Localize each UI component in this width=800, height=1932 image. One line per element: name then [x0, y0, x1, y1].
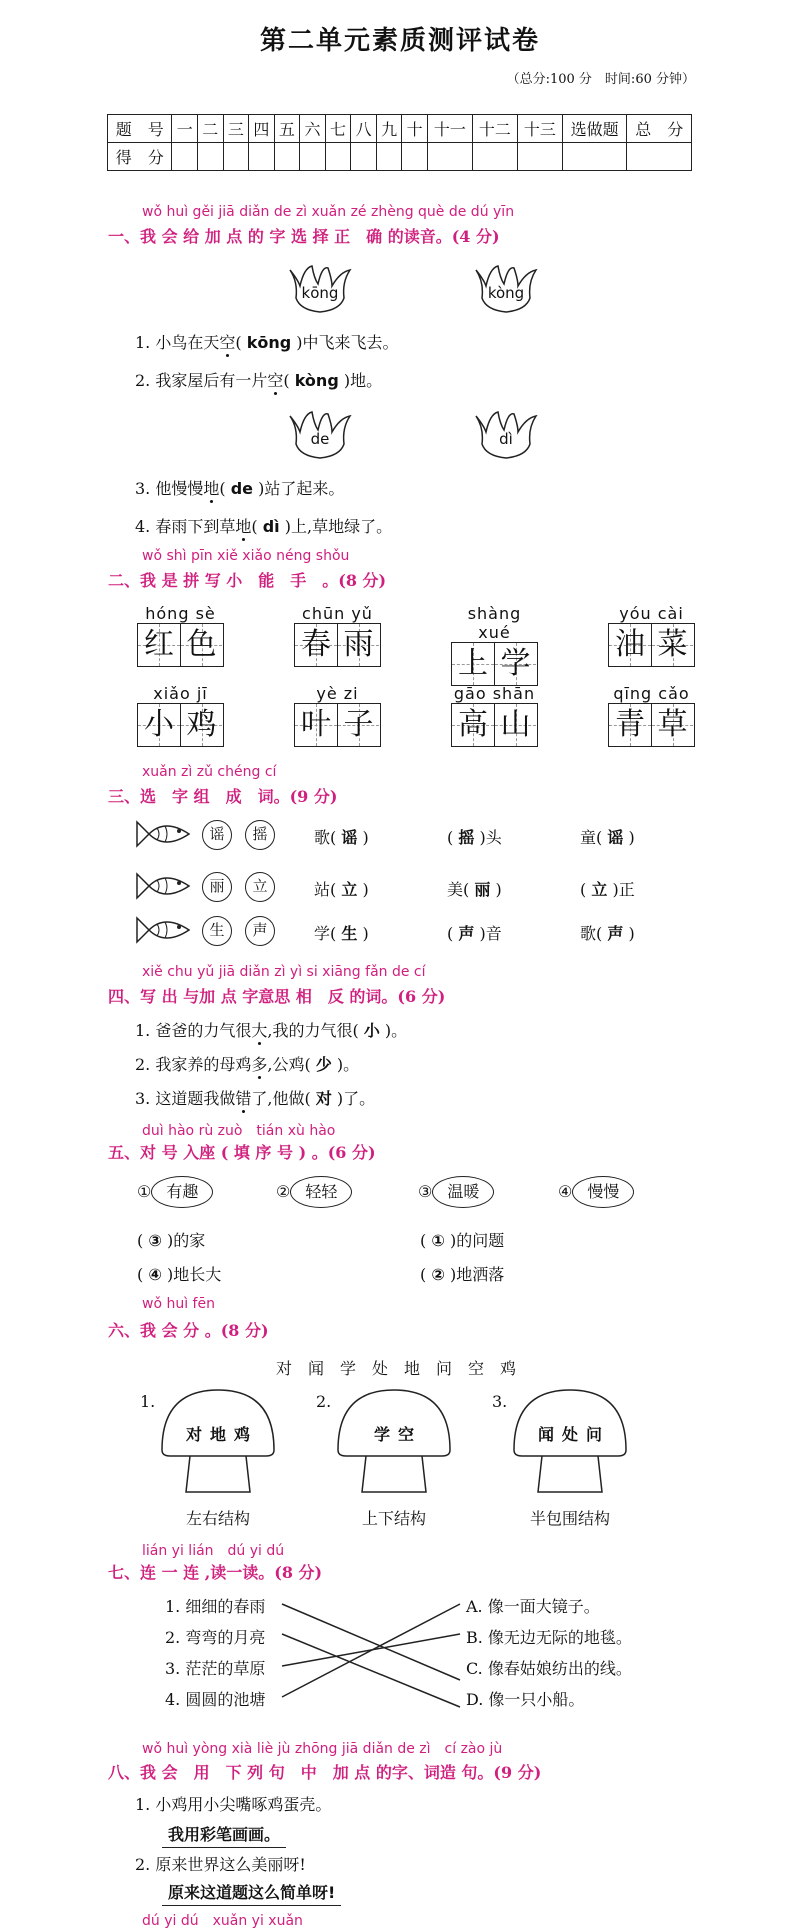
- answer: de: [230, 479, 254, 498]
- written-char: 油: [615, 627, 645, 662]
- pair-pinyin: shàng xué: [467, 604, 522, 642]
- paren: (: [420, 1265, 427, 1284]
- tianzige-box: [294, 623, 381, 667]
- mushroom-number: 1.: [140, 1392, 156, 1411]
- dotted-char: 多: [251, 1055, 268, 1074]
- score-cell[interactable]: [198, 143, 224, 171]
- tianzige-cell[interactable]: [337, 624, 379, 666]
- choice-char-circle: 摇: [245, 820, 275, 850]
- word-text: 美(: [447, 880, 470, 899]
- question-text: ,公鸡(: [267, 1055, 311, 1074]
- word-text: (: [447, 828, 454, 847]
- question-text: )站了起来。: [258, 479, 345, 498]
- score-header-cell: 四: [249, 115, 275, 143]
- word-text: ): [362, 880, 369, 899]
- score-header-cell: 题 号: [108, 115, 172, 143]
- score-header-cell: 三: [223, 115, 249, 143]
- mushroom-chars: 闻处问: [537, 1425, 610, 1444]
- fish-icon: [135, 818, 193, 850]
- question-text: 4. 春雨下到草: [135, 517, 236, 536]
- question-text: )地洒落: [449, 1265, 505, 1284]
- s4-question-2: [135, 1052, 359, 1075]
- fish-icon: [135, 870, 193, 906]
- grass-pinyin: kōng: [301, 284, 339, 302]
- word-text: )正: [612, 880, 635, 899]
- tianzige-box: [137, 623, 224, 667]
- pair-pinyin: gāo shān: [453, 684, 536, 703]
- s5-blank-1: [137, 1228, 205, 1251]
- word-card: [137, 1176, 213, 1208]
- score-header-cell: 二: [198, 115, 224, 143]
- score-header-cell: 总 分: [627, 115, 692, 143]
- score-cell[interactable]: [376, 143, 402, 171]
- written-char: 上: [458, 646, 488, 681]
- answer: ①: [431, 1231, 445, 1250]
- answer: 声: [607, 924, 624, 943]
- fish-icon: [135, 914, 193, 950]
- choice-char-circle: 谣: [202, 820, 232, 850]
- answer: 声: [458, 924, 475, 943]
- grass-pinyin: de: [310, 430, 330, 448]
- section2-title: 二、我 是 拼 写 小 能 手 。(8 分): [108, 571, 387, 590]
- score-cell[interactable]: [427, 143, 472, 171]
- grass-pinyin: dì: [499, 430, 513, 448]
- grass-card-3: [280, 408, 360, 468]
- score-table: [107, 114, 692, 171]
- grass-card-4: [466, 408, 546, 468]
- tianzige-cell[interactable]: [180, 624, 222, 666]
- section2-pinyin: wǒ shì pīn xiě xiǎo néng shǒu: [142, 548, 350, 564]
- word-blank: [580, 825, 635, 848]
- score-cell[interactable]: [300, 143, 326, 171]
- paren: (: [283, 371, 290, 390]
- answer: ④: [148, 1265, 162, 1284]
- tianzige-cell[interactable]: [138, 624, 180, 666]
- question-text: 3. 他慢慢: [135, 479, 204, 498]
- paren: (: [137, 1231, 144, 1250]
- question-text: ,我的力气很(: [267, 1021, 359, 1040]
- pinyin-writing-pair: [451, 684, 538, 747]
- section7-title: 七、连 一 连 ,读一读。(8 分): [108, 1563, 323, 1582]
- question-text: 3. 这道题我做: [135, 1089, 236, 1108]
- word-text: 歌(: [580, 924, 603, 943]
- score-cell[interactable]: [562, 143, 626, 171]
- s4-question-3: [135, 1086, 375, 1109]
- tianzige-cell[interactable]: [651, 624, 693, 666]
- word-blank: [314, 877, 369, 900]
- choice-char-circle: 丽: [202, 872, 232, 902]
- score-header-cell: 选做题: [562, 115, 626, 143]
- word-text: ): [362, 828, 369, 847]
- fish-icon: [135, 818, 193, 854]
- tianzige-box: [608, 623, 695, 667]
- score-cell[interactable]: [627, 143, 692, 171]
- word-card: [558, 1176, 634, 1208]
- mushroom-number: 3.: [492, 1392, 508, 1411]
- tianzige-cell[interactable]: [180, 704, 222, 746]
- word-text: 歌(: [314, 828, 337, 847]
- section5-title: 五、对 号 入座 ( 填 序 号 ) 。(6 分): [108, 1143, 376, 1162]
- score-header-cell: 十: [402, 115, 428, 143]
- score-cell[interactable]: [249, 143, 275, 171]
- section8-title: 八、我 会 用 下 列 句 中 加 点 的字、词造 句。(9 分): [108, 1763, 542, 1782]
- tianzige-box: [451, 642, 538, 686]
- tianzige-cell[interactable]: [452, 704, 494, 746]
- tianzige-cell[interactable]: [337, 704, 379, 746]
- tianzige-box: [451, 703, 538, 747]
- score-header-cell: 五: [274, 115, 300, 143]
- word-text: (: [580, 880, 587, 899]
- question-text: )。: [384, 1021, 408, 1040]
- tianzige-cell[interactable]: [295, 704, 337, 746]
- structure-label: 上下结构: [361, 1509, 426, 1528]
- s8-question-2: 2. 原来世界这么美丽呀!: [135, 1855, 306, 1874]
- word-text: )头: [479, 828, 502, 847]
- written-char: 红: [144, 627, 174, 662]
- written-char: 子: [343, 707, 374, 742]
- match-left-item[interactable]: 2. 弯弯的月亮: [165, 1628, 266, 1647]
- match-line-1-c: [282, 1604, 460, 1680]
- written-char: 雨: [343, 627, 374, 662]
- word-text: )音: [479, 924, 502, 943]
- written-char: 高: [458, 707, 488, 742]
- match-left-item[interactable]: 1. 细细的春雨: [165, 1597, 266, 1616]
- word-blank: [580, 921, 635, 944]
- section5-pinyin: duì hào rù zuò tián xù hào: [142, 1123, 336, 1139]
- pinyin-writing-pair: [137, 604, 224, 667]
- match-left-item[interactable]: 4. 圆圆的池塘: [165, 1690, 266, 1709]
- structure-label: 左右结构: [185, 1509, 250, 1528]
- pair-pinyin: qīng cǎo: [613, 684, 690, 703]
- card-number: ④: [558, 1182, 573, 1201]
- s4-question-1: [135, 1018, 407, 1041]
- word-text: ): [628, 828, 635, 847]
- tianzige-cell[interactable]: [138, 704, 180, 746]
- word-text: ): [628, 924, 635, 943]
- score-table-score-row: [108, 143, 692, 171]
- dotted-char: 大: [251, 1021, 268, 1040]
- score-cell[interactable]: [402, 143, 428, 171]
- pair-pinyin: yè zi: [316, 684, 359, 703]
- mushroom-chars: 学空: [373, 1425, 422, 1444]
- question-text: 了,他做(: [251, 1089, 311, 1108]
- written-char: 色: [186, 627, 217, 662]
- grass-pinyin: kòng: [487, 284, 525, 302]
- grass-card-2: [466, 262, 546, 322]
- s5-blank-2: [420, 1228, 504, 1251]
- pair-pinyin: chūn yǔ: [302, 604, 373, 623]
- score-header-cell: 十二: [472, 115, 517, 143]
- question-text: )中飞来飞去。: [296, 333, 399, 352]
- answer: 立: [341, 880, 358, 899]
- section1-pinyin: wǒ huì gěi jiā diǎn de zì xuǎn zé zhèng què de dú yīn: [142, 204, 515, 220]
- answer: kōng: [246, 333, 292, 352]
- tianzige-cell[interactable]: [494, 643, 536, 685]
- pinyin-writing-pair: [608, 684, 695, 747]
- word-text: 站(: [314, 880, 337, 899]
- word-blank: [314, 825, 369, 848]
- choice-char-circle: 立: [245, 872, 275, 902]
- word-blank: [447, 877, 502, 900]
- paren: (: [251, 517, 258, 536]
- question-text: 2. 我家屋后有一片: [135, 371, 268, 390]
- question-text: )了。: [336, 1089, 376, 1108]
- tianzige-cell[interactable]: [609, 704, 651, 746]
- tianzige-cell[interactable]: [295, 624, 337, 666]
- section6-title: 六、我 会 分 。(8 分): [108, 1321, 269, 1340]
- s1-question-1: [135, 330, 399, 353]
- word-card: [418, 1176, 494, 1208]
- s5-blank-4: [420, 1262, 504, 1285]
- score-row-label: 得 分: [108, 143, 172, 171]
- match-line-4-a: [282, 1604, 460, 1697]
- paren: (: [420, 1231, 427, 1250]
- tianzige-cell[interactable]: [651, 704, 693, 746]
- answer: 对: [315, 1089, 332, 1108]
- word-text: (: [447, 924, 454, 943]
- section1-title: 一、我 会 给 加 点 的 字 选 择 正 确 的读音。(4 分): [108, 227, 500, 246]
- page-title: 第二单元素质测评试卷: [259, 26, 540, 56]
- card-word: 有趣: [151, 1176, 213, 1208]
- answer: 生: [341, 924, 358, 943]
- section8-pinyin: wǒ huì yòng xià liè jù zhōng jiā diǎn de zì cí zào jù: [142, 1741, 503, 1757]
- fish-icon: [135, 914, 193, 946]
- written-char: 草: [657, 707, 688, 742]
- score-cell[interactable]: [472, 143, 517, 171]
- choice-char-circle: 声: [245, 916, 275, 946]
- written-char: 菜: [657, 627, 688, 662]
- score-cell[interactable]: [274, 143, 300, 171]
- paren: (: [219, 479, 226, 498]
- dotted-char: 空: [219, 333, 236, 352]
- s5-blank-3: [137, 1262, 221, 1285]
- s8-answer-2: 原来这道题这么简单呀!: [162, 1880, 341, 1906]
- match-right-item[interactable]: C. 像春姑娘纺出的线。: [466, 1659, 632, 1678]
- s8-question-1: 1. 小鸡用小尖嘴啄鸡蛋壳。: [135, 1795, 332, 1814]
- written-char: 春: [301, 627, 331, 662]
- score-header-cell: 九: [376, 115, 402, 143]
- question-text: )地。: [343, 371, 383, 390]
- s1-question-4: [135, 514, 392, 537]
- tianzige-cell[interactable]: [494, 704, 536, 746]
- tianzige-cell[interactable]: [452, 643, 494, 685]
- answer: 丽: [474, 880, 491, 899]
- answer: 谣: [607, 828, 624, 847]
- answer: 谣: [341, 828, 358, 847]
- grass-card-1: [280, 262, 360, 322]
- section7-pinyin: lián yi lián dú yi dú: [142, 1543, 285, 1559]
- word-blank: [447, 825, 502, 848]
- score-header-cell: 十一: [427, 115, 472, 143]
- match-right-item[interactable]: B. 像无边无际的地毯。: [466, 1628, 632, 1647]
- word-card: [276, 1176, 352, 1208]
- written-char: 青: [615, 707, 645, 742]
- score-cell[interactable]: [223, 143, 249, 171]
- written-char: 鸡: [186, 707, 217, 742]
- section4-pinyin: xiě chu yǔ jiā diǎn zì yì si xiāng fǎn de cí: [142, 964, 426, 980]
- word-text: 童(: [580, 828, 603, 847]
- s1-question-2: [135, 368, 382, 391]
- mushroom-chars: 对地鸡: [185, 1425, 258, 1444]
- question-text: )。: [336, 1055, 360, 1074]
- question-text: )地长大: [166, 1265, 222, 1284]
- matching-lines: [0, 1590, 800, 1720]
- exam-meta: （总分:100 分 时间:60 分钟）: [506, 72, 695, 87]
- score-cell[interactable]: [172, 143, 198, 171]
- answer: ②: [431, 1265, 445, 1284]
- score-header-cell: 七: [325, 115, 351, 143]
- section9-pinyin: dú yi dú xuǎn yi xuǎn: [142, 1913, 303, 1929]
- word-blank: [447, 921, 502, 944]
- answer: 立: [591, 880, 608, 899]
- question-text: 1. 爸爸的力气很: [135, 1021, 252, 1040]
- answer: 少: [315, 1055, 332, 1074]
- tianzige-box: [294, 703, 381, 747]
- tianzige-box: [137, 703, 224, 747]
- pair-pinyin: yóu cài: [619, 604, 684, 623]
- question-text: 1. 小鸟在天: [135, 333, 220, 352]
- answer: ③: [148, 1231, 162, 1250]
- match-right-item[interactable]: A. 像一面大镜子。: [466, 1597, 600, 1616]
- answer: dì: [262, 517, 280, 536]
- card-word: 轻轻: [290, 1176, 352, 1208]
- score-cell[interactable]: [517, 143, 562, 171]
- question-text: )的家: [166, 1231, 206, 1250]
- s8-answer-1: 我用彩笔画画。: [162, 1822, 286, 1848]
- pinyin-writing-pair: [294, 684, 381, 747]
- score-cell[interactable]: [351, 143, 377, 171]
- score-cell[interactable]: [325, 143, 351, 171]
- pinyin-writing-pair: [137, 684, 224, 747]
- score-table-header-row: [108, 115, 692, 143]
- score-header-cell: 十三: [517, 115, 562, 143]
- match-right-item[interactable]: D. 像一只小船。: [466, 1690, 585, 1709]
- match-left-item[interactable]: 3. 茫茫的草原: [165, 1659, 266, 1678]
- section3-title: 三、选 字 组 成 词。(9 分): [108, 787, 338, 806]
- question-text: )的问题: [449, 1231, 505, 1250]
- question-text: 2. 我家养的母鸡: [135, 1055, 252, 1074]
- answer: 小: [363, 1021, 380, 1040]
- pinyin-writing-pair: [608, 604, 695, 667]
- card-number: ③: [418, 1182, 433, 1201]
- card-word: 慢慢: [572, 1176, 634, 1208]
- section4-title: 四、写 出 与加 点 字意思 相 反 的词。(6 分): [108, 987, 446, 1006]
- mushroom-number: 2.: [316, 1392, 332, 1411]
- dotted-char: 地: [235, 517, 252, 536]
- dotted-char: 错: [235, 1089, 252, 1108]
- dotted-char: 地: [203, 479, 220, 498]
- choice-char-circle: 生: [202, 916, 232, 946]
- pinyin-writing-pair: [294, 604, 381, 667]
- question-text: )上,草地绿了。: [284, 517, 393, 536]
- word-blank: [314, 921, 369, 944]
- structure-label: 半包围结构: [529, 1509, 610, 1528]
- match-line-2-d: [282, 1634, 460, 1707]
- written-char: 小: [144, 707, 174, 742]
- tianzige-box: [608, 703, 695, 747]
- word-blank: [580, 877, 635, 900]
- answer: 摇: [458, 828, 475, 847]
- s1-question-3: [135, 476, 344, 499]
- dotted-char: 空: [267, 371, 284, 390]
- score-header-cell: 六: [300, 115, 326, 143]
- word-text: ): [362, 924, 369, 943]
- section6-pinyin: wǒ huì fēn: [142, 1296, 215, 1312]
- word-text: ): [495, 880, 502, 899]
- score-header-cell: 一: [172, 115, 198, 143]
- paren: (: [137, 1265, 144, 1284]
- s6-word-bank: 对 闻 学 处 地 问 空 鸡: [276, 1359, 517, 1378]
- written-char: 学: [500, 646, 531, 681]
- card-word: 温暖: [432, 1176, 494, 1208]
- card-number: ①: [137, 1182, 152, 1201]
- pair-pinyin: hóng sè: [145, 604, 216, 623]
- written-char: 叶: [301, 707, 331, 742]
- card-number: ②: [276, 1182, 291, 1201]
- pair-pinyin: xiǎo jī: [153, 684, 208, 703]
- answer: kòng: [294, 371, 339, 390]
- paren: (: [235, 333, 242, 352]
- pinyin-writing-pair: [451, 604, 538, 686]
- score-header-cell: 八: [351, 115, 377, 143]
- fish-icon: [135, 870, 193, 902]
- written-char: 山: [500, 707, 531, 742]
- word-text: 学(: [314, 924, 337, 943]
- section3-pinyin: xuǎn zì zǔ chéng cí: [142, 764, 277, 780]
- tianzige-cell[interactable]: [609, 624, 651, 666]
